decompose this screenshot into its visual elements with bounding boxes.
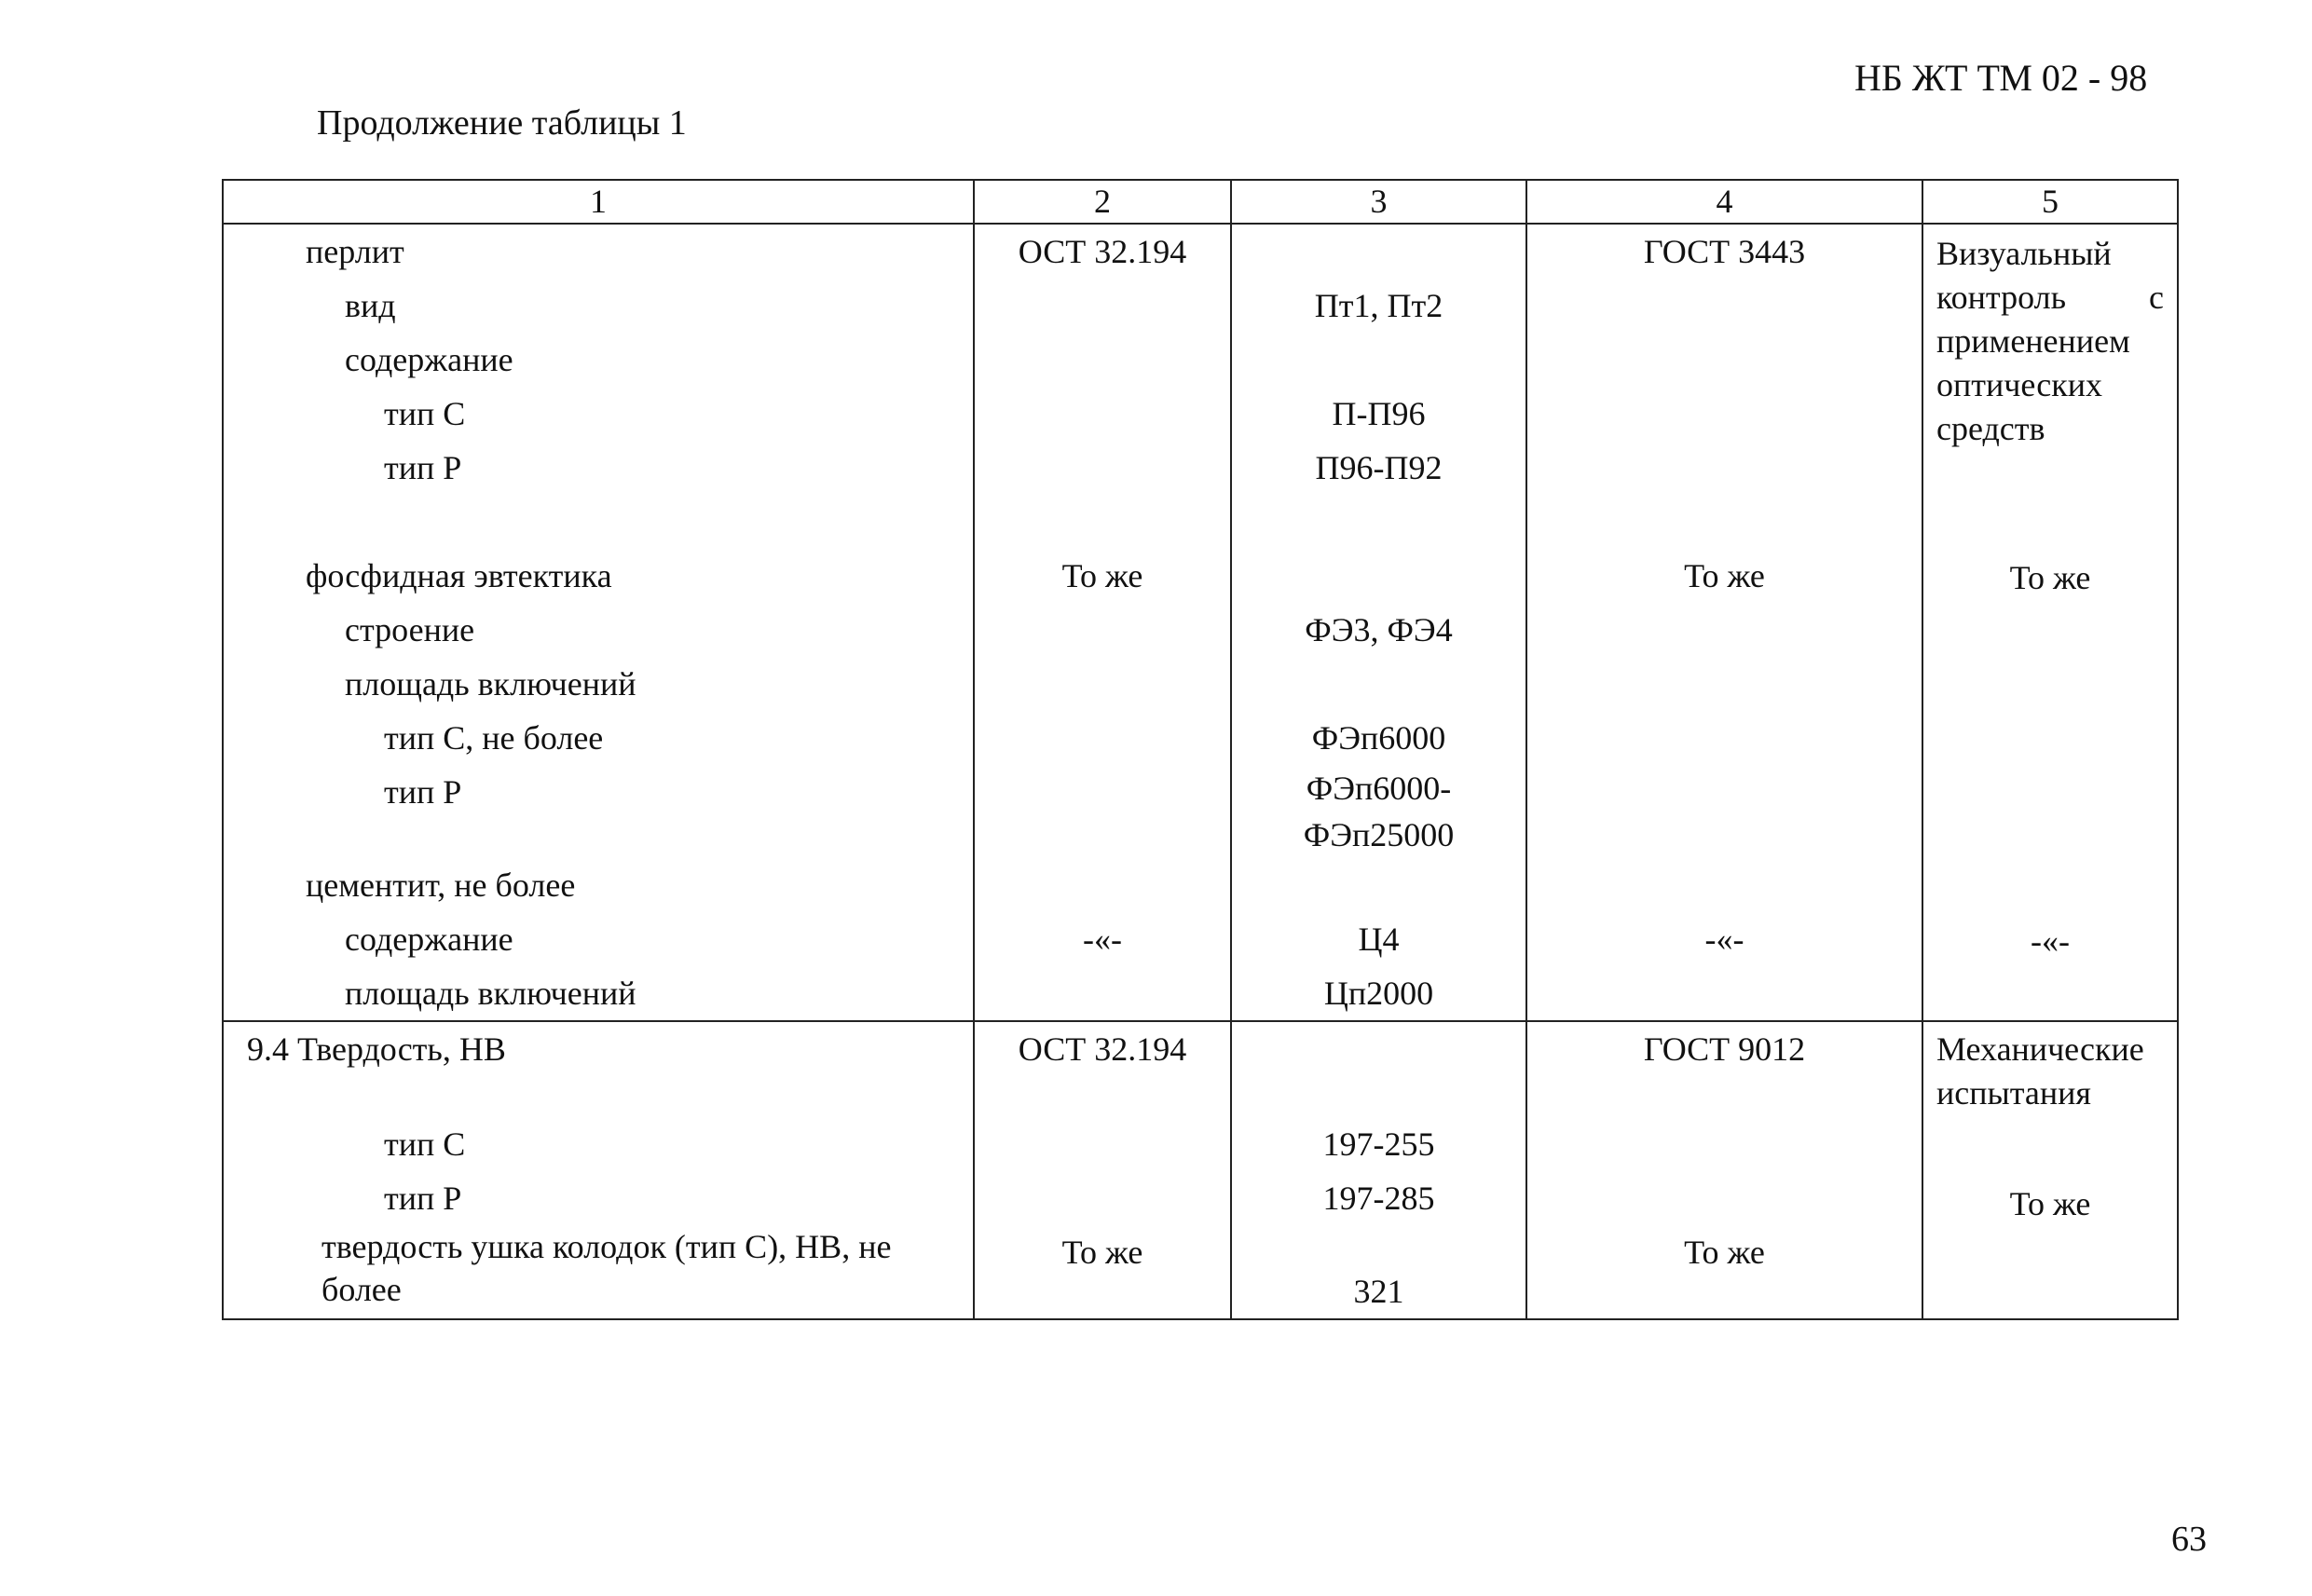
column-header-5: 5: [1922, 180, 2178, 224]
cell-standard: [974, 224, 1231, 1021]
param-label: перлит: [306, 233, 404, 270]
spacer: [975, 603, 1230, 912]
table-row: [223, 1021, 2178, 1319]
param-label: твердость ушка колодок (тип С), НВ, не более: [321, 1228, 892, 1308]
param-label: содержание: [345, 921, 513, 958]
value: П-П96: [1332, 395, 1426, 432]
standard-ref: -«-: [1083, 921, 1122, 958]
param-label: содержание: [345, 341, 513, 378]
table-row: [223, 224, 2178, 1021]
column-header-2: 2: [974, 180, 1231, 224]
spacer: [1232, 333, 1525, 387]
param-label: тип С: [384, 1125, 466, 1163]
param-label: тип С: [384, 395, 466, 432]
value: ФЭп6000-ФЭп25000: [1303, 770, 1455, 853]
column-header-4: 4: [1526, 180, 1922, 224]
spacer: [975, 279, 1230, 549]
spacer: [224, 1076, 973, 1117]
table-header-row: [223, 180, 2178, 224]
spacer: [1232, 495, 1525, 549]
value: 197-255: [1322, 1125, 1435, 1163]
cell-method: [1922, 224, 2178, 1021]
test-standard-ref: ГОСТ 9012: [1643, 1030, 1806, 1068]
value: 197-285: [1322, 1180, 1435, 1217]
page-number: 63: [2171, 1520, 2207, 1559]
spacer: [1232, 225, 1525, 279]
param-label: строение: [345, 611, 475, 648]
spacer: [1923, 605, 2177, 914]
test-standard-ref: То же: [1684, 557, 1765, 594]
test-method: То же: [2009, 1185, 2091, 1222]
value: ФЭп6000: [1311, 719, 1446, 757]
cell-test-standard: [1526, 224, 1922, 1021]
spacer: [224, 819, 973, 858]
test-standard-ref: ГОСТ 3443: [1643, 233, 1806, 270]
value: ФЭ3, ФЭ4: [1305, 611, 1453, 648]
standard-ref: ОСТ 32.194: [1018, 233, 1187, 270]
param-label: 9.4 Твердость, НВ: [247, 1030, 506, 1068]
cell-value: [1231, 224, 1526, 1021]
param-label: вид: [345, 287, 396, 324]
test-standard-ref: То же: [1684, 1234, 1765, 1271]
test-method: -«-: [2031, 922, 2070, 960]
column-header-3: 3: [1231, 180, 1526, 224]
data-table: [222, 179, 2179, 1320]
spacer: [224, 495, 973, 549]
test-standard-ref: -«-: [1704, 921, 1744, 958]
spacer: [1232, 549, 1525, 603]
cell-value: [1231, 1021, 1526, 1319]
spacer: [1232, 657, 1525, 711]
value: П96-П92: [1315, 449, 1443, 486]
spacer: [1232, 858, 1525, 912]
param-label: фосфидная эвтектика: [306, 557, 612, 594]
spacer: [1232, 1022, 1525, 1076]
standard-ref: ОСТ 32.194: [1018, 1030, 1187, 1068]
cell-parameter: [223, 1021, 974, 1319]
spacer: [1527, 603, 1922, 912]
param-label: тип Р: [384, 449, 462, 486]
param-label: площадь включений: [345, 975, 636, 1012]
param-label: площадь включений: [345, 665, 636, 703]
column-header-1: 1: [223, 180, 974, 224]
value: Цп2000: [1323, 975, 1434, 1012]
param-label: тип С, не более: [384, 719, 604, 757]
value: Ц4: [1358, 921, 1400, 958]
param-label: тип Р: [384, 773, 462, 811]
test-method: Визуальный контроль с применением оптических средств: [1936, 235, 2164, 447]
param-label: тип Р: [384, 1180, 462, 1217]
test-method: То же: [2009, 559, 2091, 596]
param-label: цементит, не более: [306, 866, 576, 904]
spacer: [1232, 1076, 1525, 1117]
value: Пт1, Пт2: [1314, 287, 1443, 324]
spacer: [1527, 1076, 1922, 1225]
cell-test-standard: [1526, 1021, 1922, 1319]
cell-method: [1922, 1021, 2178, 1319]
test-method: Механические испытания: [1936, 1030, 2144, 1112]
document-code: НБ ЖТ ТМ 02 - 98: [1854, 57, 2148, 99]
standard-ref: То же: [1061, 1234, 1143, 1271]
standard-ref: То же: [1061, 557, 1143, 594]
value: 321: [1353, 1273, 1404, 1310]
spacer: [975, 1076, 1230, 1225]
cell-parameter: [223, 224, 974, 1021]
spacer: [1527, 279, 1922, 549]
table-caption: Продолжение таблицы 1: [317, 103, 687, 143]
cell-standard: [974, 1021, 1231, 1319]
